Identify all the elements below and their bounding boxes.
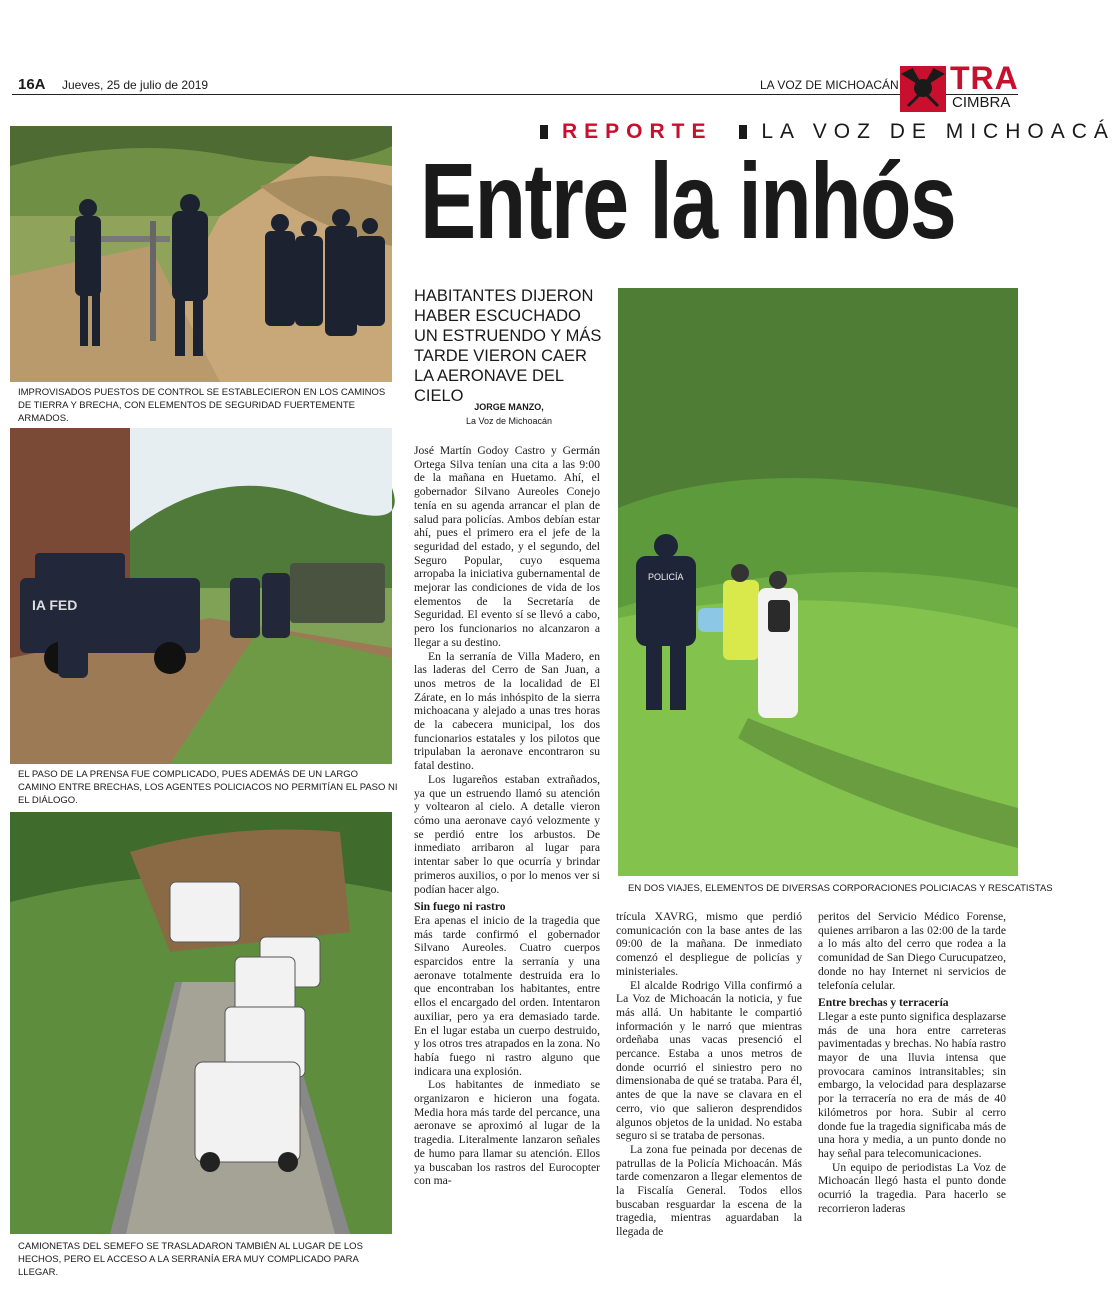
header-rule: [12, 94, 1018, 95]
article-paragraph: José Martín Godoy Castro y Germán Ortega Silva tenían una cita a las 9:00 de la mañana en Huetamo. Ahí, el gobernador Silvano Aureoles Conejo tenía en su agenda arrancar el plan de salud para policías. Ambos debían estar ahí, pues el primero era el jefe de la seguridad del estado, y el segundo, del Seguro Popular, cuyo esquema arropaba la iniciativa gubernamental de mejorar las condiciones de vida de los elementos de la Secretaría de Seguridad. El evento sí se llevó a cabo, pero los funcionarios no alcanzaron a llegar a su destino.: [414, 444, 600, 649]
article-paragraph: Los lugareños estaban extrañados, ya que un estruendo llamó su atención y voltearon al cielo. A detalle vieron cómo una aeronave cayó velozmente y se perdió entre los arbustos. De inmediato arribaron al lugar para intentar saber lo que ocurría y brindar primeros auxilios, o por lo menos ver si podían hacer algo.: [414, 772, 600, 896]
publication-name: LA VOZ DE MICHOACÁN: [760, 78, 899, 92]
photo-rescuers-hillside: [618, 288, 1018, 876]
section-logo-text: TRA: [950, 60, 1019, 96]
subheading: Entre brechas y terracería: [818, 996, 949, 1010]
kicker-publication: LA VOZ DE MICHOACÁ: [761, 120, 1115, 143]
headline: Entre la inhós: [420, 140, 956, 261]
page-number: 16A: [18, 76, 46, 93]
subheading: Sin fuego ni rastro: [414, 900, 506, 914]
article-column-2: [616, 910, 802, 1239]
article-paragraph: En la serranía de Villa Madero, en las laderas del Cerro de San Juan, a unos metros de la localidad de El Zárate, en lo más inhóspito de la sierra michoacana y alejado a unas tres horas de la cabecera municipal, los dos funcionarios estatales y los pilotos que tripulaban la aeronave encontraron su fatal destino.: [414, 649, 600, 773]
issue-date: Jueves, 25 de julio de 2019: [62, 78, 209, 92]
photo-checkpoint: [10, 126, 392, 382]
vest-text: POLICÍA: [648, 572, 684, 582]
byline-outlet: La Voz de Michoacán: [465, 416, 553, 426]
truck-door-text: IA FED: [32, 597, 78, 613]
article-paragraph: Llegar a este punto significa desplazarse más de una hora entre carreteras pavimentadas y brechas. No había rastro mayor de una lluvia intensa que provocara caminos intransitables; sin embargo, la velocidad para desplazarse por la terracería no era de más de 40 kilómetros por hora. Subir al cerro donde fue la tragedia significaba más de una hora y media, a un punto donde no hay señal para telecomunicaciones.: [818, 1009, 1007, 1160]
article-paragraph: Un equipo de periodistas La Voz de Michoacán llegó hasta el punto donde ocurrió la tragedia. Para hacerlo se recorrieron laderas: [818, 1160, 1006, 1215]
section-logo-image: [900, 66, 946, 112]
article-paragraph: Los habitantes de inmediato se organizaron e hicieron una fogata. Media hora más tarde del percance, una aeronave se aproximó al lugar de la tragedia. Literalmente lanzaron señales de humo para llamar su atención. Ellos ya buscaban los rastros del Eurocopter con ma-: [414, 1078, 600, 1188]
section-name: CIMBRA: [952, 94, 1011, 111]
article-paragraph: peritos del Servicio Médico Forense, quienes arribaron a las 02:00 de la tarde a lo más alto del cerro que rodea a la comunidad de San Diego Curucupatzeo, donde no hay Internet ni servicios de telefonía celular.: [818, 910, 1006, 992]
photo-caption: IMPROVISADOS PUESTOS DE CONTROL SE ESTABLECIERON EN LOS CAMINOS DE TIERRA Y BRECHA, CON ELEMENTOS DE SEGURIDAD FUERTEMENTE ARMADOS.: [18, 387, 386, 424]
article-column-3: [818, 910, 1006, 1215]
bird-icon: [900, 66, 946, 112]
deck: HABITANTES DIJERON HABER ESCUCHADO UN ESTRUENDO Y MÁS TARDE VIERON CAER LA AERONAVE DEL CIELO: [414, 287, 602, 405]
kicker-label: REPORTE: [562, 120, 713, 143]
article-paragraph: Era apenas el inicio de la tragedia que más tarde confirmó el gobernador Silvano Aureoles. Cuatro cuerpos esparcidos entre la serranía y una aeronave totalmente destruida era lo que encontraban los habitantes, entre ellos el encargado del orden. Intentaron auxiliar, pero ya era demasiado tarde. En el lugar estaba un cuerpo destruido, y los otros tres atrapados en la zona. No había fuego ni rastro alguno que indicara una explosión.: [414, 913, 600, 1078]
byline-author: JORGE MANZO,: [474, 402, 544, 412]
article-column-1: [414, 444, 600, 1188]
article-paragraph: La zona fue peinada por decenas de patrullas de la Policía Michoacán. Más tarde comenzaron a llegar elementos de la Fiscalía General. Todos ellos buscaban resguardar la escena de la tragedia, mientras aguardaban la llegada de: [616, 1142, 802, 1239]
article-paragraph: El alcalde Rodrigo Villa confirmó a La Voz de Michoacán la noticia, y fue más allá. Un habitante le compartió información y le narró que mientras ordeñaba unas vacas presenció el percance. Estaba a unos metros de donde ocurrió el siniestro pero no dimensionaba de qué se trataba. Para él, antes de que la nave se clavara en el cerro, vio que salieron desprendidos algunos objetos de la unidad. No estaba seguro si se trataba de personas.: [616, 978, 802, 1143]
article-paragraph: trícula XAVRG, mismo que perdió comunicación con la base antes de las 09:00 de la mañana. De inmediato comenzó el despliegue de policías y ministeriales.: [616, 910, 802, 978]
photo-caption: EL PASO DE LA PRENSA FUE COMPLICADO, PUES ADEMÁS DE UN LARGO CAMINO ENTRE BRECHAS, LOS AGENTES POLICIACOS NO PERMITÍAN EL PASO NI EL DIÁLOGO.: [18, 769, 398, 806]
photo-caption: EN DOS VIAJES, ELEMENTOS DE DIVERSAS CORPORACIONES POLICIACAS Y RESCATISTAS: [628, 883, 1053, 894]
photo-semefo-vans: [10, 812, 392, 1234]
photo-caption: CAMIONETAS DEL SEMEFO SE TRASLADARON TAMBIÉN AL LUGAR DE LOS HECHOS, PERO EL ACCESO A LA SERRANÍA ERA MUY COMPLICADO PARA LLEGAR.: [18, 1241, 363, 1278]
photo-trucks: [10, 428, 392, 764]
